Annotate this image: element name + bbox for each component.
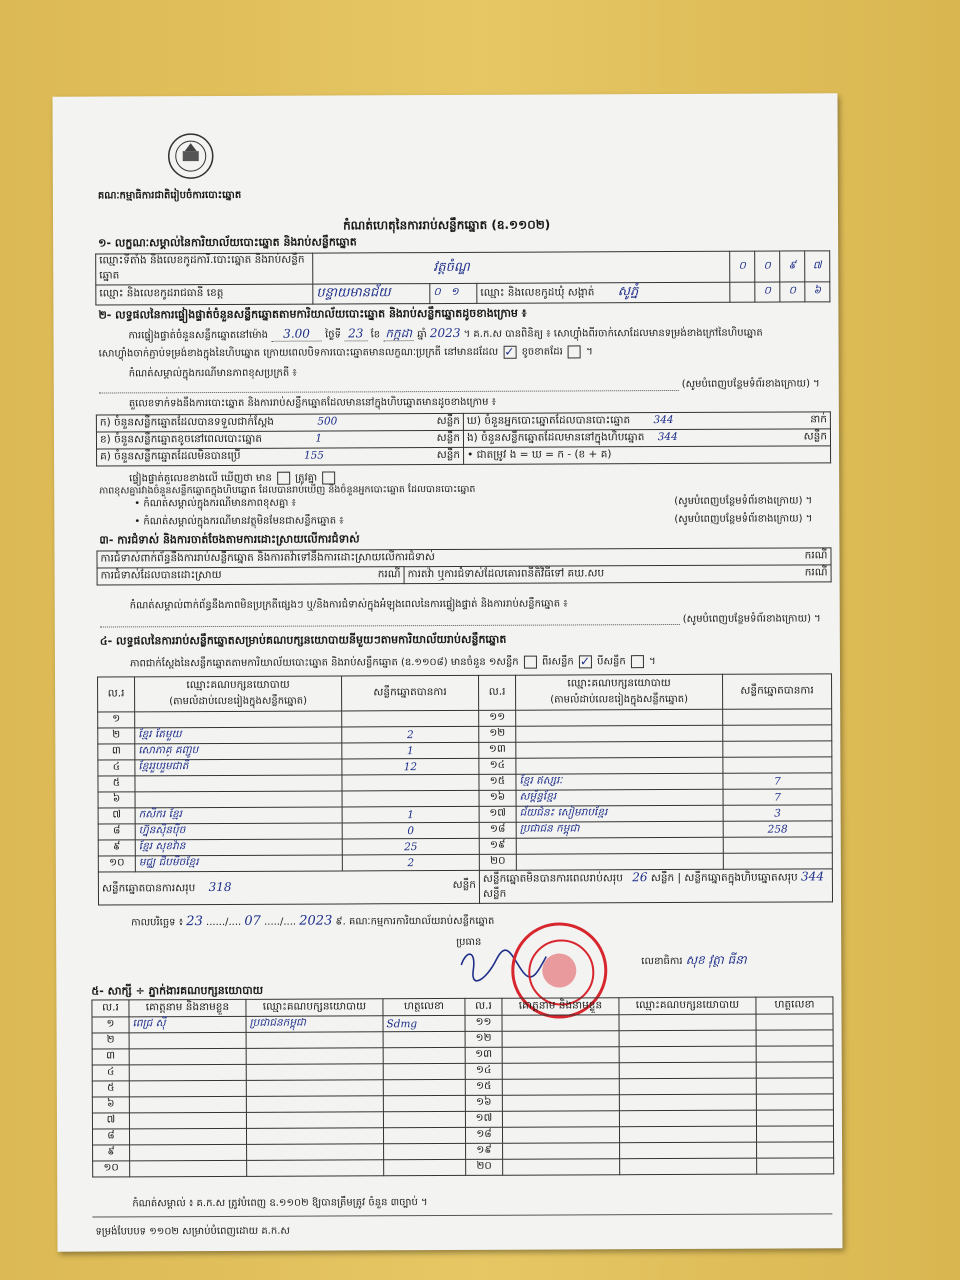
total-box-value: 344	[801, 869, 824, 884]
time-value: 3.00	[271, 327, 322, 342]
month-value: កក្កដា	[383, 326, 414, 341]
col-votes-left: សន្លឹកឆ្នោតបានការ	[342, 675, 479, 711]
witness-no: ១១	[465, 1015, 502, 1031]
witness-signature	[756, 1046, 833, 1062]
org-name: គណៈកម្មាធិការជាតិរៀបចំការបោះឆ្នោត	[97, 189, 242, 202]
figures-intro: តួលេខទាក់ទងនឹងការបោះឆ្នោត និងការរាប់សន្លឹកឆ្នោតដែលមាននៅក្នុងហិបឆ្នោតមានដូចខាងក្រោម ៖	[128, 396, 497, 410]
party-votes: 25	[342, 838, 479, 855]
witness-no: ៥	[92, 1081, 129, 1097]
party-name: ខ្មែរ ឥស្សរៈ	[516, 773, 723, 790]
party-votes	[723, 741, 832, 757]
witness-name	[502, 1015, 619, 1032]
party-votes	[342, 790, 479, 807]
diff-note-bullet: • កំណត់សម្គាល់ក្នុងករណីមានភាពខុសគ្នា ៖	[134, 497, 296, 510]
witness-name	[129, 1032, 246, 1049]
party-votes	[342, 774, 479, 791]
witness-party	[246, 1064, 383, 1081]
witness-signature: Sdmg	[383, 1015, 465, 1031]
witness-no: ២០	[466, 1159, 503, 1175]
witness-name: ពេជ្រ ស៊ី	[129, 1016, 246, 1033]
object-note-bullet: • កំណត់សម្គាល់ក្នុងករណីមានវត្ថុមិនមែនជាសន្លឹកឆ្នោត ៖	[134, 515, 344, 528]
complaint-note: កំណត់សម្គាល់ពាក់ព័ន្ធនឹងភាពមិនប្រក្រតីផ្សេងៗ ឬ/និងការជំទាស់ក្នុងអំឡុងពេលនៃការផ្ទៀងផ្ទាត់ និងការរាប់សន្លឹកឆ្នោត ៖	[129, 598, 568, 612]
witness-party	[619, 1094, 756, 1111]
party-name: ខ្មែរ សុខវ៉ាន	[135, 839, 342, 856]
party-name	[135, 791, 342, 808]
party-no: ៥	[98, 776, 135, 792]
witness-party	[246, 1080, 383, 1097]
witness-no: ៩	[93, 1145, 130, 1161]
witness-signature	[383, 1047, 465, 1063]
section1-table	[95, 250, 830, 305]
witness-signature	[383, 1031, 465, 1047]
witness-no: ៤	[92, 1065, 129, 1081]
formula-text: • ជាតម្រូវ ង = ឃ = ក - (ខ + គ)	[464, 446, 831, 465]
in-box-label: ង) ចំនួនសន្លឹកឆ្នោតដែលមាននៅក្នុងហិបឆ្នោត	[466, 430, 645, 444]
party-no: ៣	[98, 744, 135, 760]
party-name: សោភាគ្ គញ្ជូប	[135, 743, 342, 760]
party-no: ១៦	[479, 790, 516, 806]
results-table: ល.រ ឈ្មោះគណបក្សនយោបាយ (តាមលំដាប់លេខរៀងក្នុងសន្លឹកឆ្នោត) សន្លឹកឆ្នោតបានការ ល.រ ឈ្មោះគណបក្សនយោបាយ (តាមលំដាប់លេខរៀងក្នុងសន្លឹកឆ្នោត) សន្លឹកឆ្នោតបានការ ១ ១១ ២ ខ្មែរ តែមួយ 2 ១២ ៣ សោភាគ្ គញ្ជូប 1 ១៣ ៤ ខ្មែររួបរួមជាតិ 12 ១៤ ៥ ១៥ ខ្មែរ ឥស្សរៈ 7 ៦ ១៦ សម្ព័ន្ធខ្មែរ 7 ៧ កសិករ ខ្មែរ 1 ១៧ ជ័យជំនះ សៀមរាបខ្មែរ 3 ៨ ហ្វ៊ុនស៊ិនប៉ិច 0 ១៨ ប្រជាជន កម្ពុជា 258 ៩ ខ្មែរ សុខវ៉ាន 25 ១៩ ១០ មជ្ឈ ជិបមិចខ្មែរ 2 ២០ សន្លឹកឆ្នោតបានការសរុប 318 សន្លឹក សន្លឹកឆ្នោតមិនបានការពេលរាប់សរុប 26 សន្លឹក | សន្លឹកឆ្នោតក្នុងហិបឆ្នោតសរុប 344 សន្លឹក	[97, 673, 833, 905]
figures-table: ក) ចំនួនសន្លឹកឆ្នោតដែលបានទទួលជាក់ស្តែង 500 សន្លឹក ឃ) ចំនួនអ្នកបោះឆ្នោតដែលបានបោះឆ្នោត 344 នាក់ ខ) ចំនួនសន្លឹកឆ្នោតខូចនៅពេលបោះឆ្នោត 1 សន្លឹក ង) ចំនួនសន្លឹកឆ្នោតដែលមាននៅក្នុងហិបឆ្នោត 344 សន្លឹក គ) ចំនួនសន្លឹកឆ្នោតដែលមិនបានប្រើ 155 សន្លឹក • ជាតម្រូវ ង = ឃ = ក - (ខ + គ)	[96, 411, 831, 466]
note-dotline	[99, 390, 679, 394]
party-no: ១០	[98, 856, 135, 872]
commune-code-2: ០	[780, 282, 805, 302]
witness-col-party-right: ឈ្មោះគណបក្សនយោបាយ	[619, 997, 756, 1015]
witness-signature	[756, 1062, 833, 1078]
location-code-3: ៩	[780, 251, 805, 282]
witness-signature	[756, 1094, 833, 1110]
two-sheets-checkbox[interactable]: ✓	[579, 653, 591, 668]
appeal-label: ការតវ៉ា ឬការជំទាស់ដែលគោរពនីតិវិធីទៅ គឃ.សប	[407, 566, 605, 580]
party-name	[516, 709, 723, 726]
province-code-1: ០	[433, 286, 441, 299]
complaints-table: ការជំទាស់ពាក់ព័ន្ធនឹងការរាប់សន្លឹកឆ្នោត និងការតវ៉ាទៅនឹងការដោះស្រាយលើការជំទាស់ ករណី ការជំទាស់ដែលបានដោះស្រាយ ករណី ការតវ៉ា ឬការជំទាស់ដែលគោរពនីតិវិធីទៅ គឃ.សប ករណី	[96, 547, 831, 585]
party-votes	[723, 837, 832, 853]
total-invalid-value: 26	[632, 870, 648, 885]
party-name	[516, 837, 723, 854]
witness-signature	[756, 1030, 833, 1046]
party-no: ១	[98, 712, 135, 728]
party-votes	[342, 710, 479, 727]
witness-no: ១២	[465, 1031, 502, 1047]
party-no: ១៤	[479, 758, 516, 774]
witness-party	[619, 1078, 756, 1095]
party-name	[135, 775, 342, 792]
witness-name	[502, 1095, 619, 1112]
party-votes	[723, 757, 832, 773]
section4-title: ៤- លទ្ធផលនៃការរាប់សន្លឹកឆ្នោតសម្រាប់គណបក្សនយោបាយនីមួយៗតាមការិយាល័យរាប់សន្លឹកឆ្នោត	[99, 632, 507, 648]
witness-no: ១៧	[465, 1111, 502, 1127]
party-no: ១៥	[479, 774, 516, 790]
party-no: ៧	[98, 808, 135, 824]
witness-no: ៦	[92, 1097, 129, 1113]
col-no-right: ល.រ	[479, 675, 516, 710]
party-no: ១៣	[479, 742, 516, 758]
witness-party	[246, 1096, 383, 1113]
signing-date-line: កាលបរិច្ឆេទ ៖ 23 ....../.... 07 ...../.... 2023 ៩. គណៈកម្មការការិយាល័យរាប់សន្លឹកឆ្នោត	[131, 913, 495, 930]
province-code-2: ១	[450, 285, 459, 298]
irregularity-note-label: កំណត់សម្គាល់ក្នុងករណីមានភាពខុសប្រក្រតី ៖	[128, 367, 297, 380]
witness-name	[129, 1128, 246, 1145]
witness-name	[503, 1159, 620, 1176]
witness-no: ៨	[92, 1129, 129, 1145]
witness-col-party-left: ឈ្មោះគណបក្សនយោបាយ	[246, 999, 383, 1017]
witness-name	[129, 1064, 246, 1081]
witness-name	[129, 1080, 246, 1097]
party-no: ៨	[98, 824, 135, 840]
spoiled-label: ខ) ចំនួនសន្លឹកឆ្នោតខូចនៅពេលបោះឆ្នោត	[99, 432, 263, 446]
witness-no: ៧	[92, 1113, 129, 1129]
witness-party: ប្រជាជនកម្ពុជា	[246, 1016, 383, 1033]
witness-signature	[383, 1079, 465, 1095]
received-label: ក) ចំនួនសន្លឹកឆ្នោតដែលបានទទួលជាក់ស្តែង	[99, 415, 274, 429]
party-votes: 2	[342, 726, 479, 743]
witness-signature	[757, 1158, 834, 1174]
party-name: ជ័យជំនះ សៀមរាបខ្មែរ	[516, 805, 723, 822]
party-name: មជ្ឈ ជិបមិចខ្មែរ	[135, 855, 342, 872]
commune-code-3: ៦	[805, 282, 830, 302]
witness-party	[619, 1014, 756, 1031]
party-no: ៤	[98, 760, 135, 776]
location-code-1: ០	[730, 251, 755, 282]
witness-signature	[383, 1095, 465, 1111]
resolved-label: ការជំទាស់ដែលបានដោះស្រាយ	[100, 568, 222, 582]
commune-code-1: ០	[755, 282, 780, 302]
witness-party	[619, 1110, 756, 1127]
witness-no: ១៣	[465, 1047, 502, 1063]
complaints-label: ការជំទាស់ពាក់ព័ន្ធនឹងការរាប់សន្លឹកឆ្នោត និងការតវ៉ាទៅនឹងការដោះស្រាយលើការជំទាស់	[100, 550, 435, 565]
witness-name	[129, 1112, 246, 1129]
col-no-left: ល.រ	[98, 677, 135, 712]
party-no: ១១	[479, 710, 516, 726]
province-value: បន្ទាយមានជ័យ	[313, 284, 430, 305]
in-box-value: 344	[657, 430, 678, 443]
date-year: 2023	[299, 913, 333, 929]
party-name: កសិករ ខ្មែរ	[135, 807, 342, 824]
party-votes: 7	[723, 773, 832, 789]
witness-name	[130, 1160, 247, 1177]
party-name: ខ្មែរ តែមួយ	[135, 727, 342, 744]
location-code-4: ៧	[805, 251, 830, 282]
form-footer: ទម្រង់បែបបទ ១១០២ សម្រាប់បំពេញដោយ គ.ក.ស	[95, 1225, 290, 1238]
party-no: ២០	[479, 854, 516, 870]
party-votes: 258	[723, 821, 832, 837]
lock-check-line: សោហ្វ៉ាំងចាក់ភ្ជាប់ទម្រង់ខាងក្នុងនៃហិបឆ្នោត ក្រោយពេលបិទការបោះឆ្នោតមានលក្ខណៈប្រក្រតី នៅមានដដែល ✓ ខូចខាតដែរ ។	[98, 344, 593, 360]
section5-title: ៥- សាក្សី ÷ ភ្នាក់ងារគណបក្សនយោបាយ	[91, 983, 264, 998]
witness-signature	[756, 1078, 833, 1094]
date-day: 23	[186, 914, 203, 930]
witness-signature	[756, 1014, 833, 1030]
one-sheet-checkbox[interactable]	[524, 655, 537, 668]
witness-col-sign-left: ហត្ថលេខា	[383, 998, 465, 1015]
witness-signature	[756, 1110, 833, 1126]
date-month: 07	[244, 913, 261, 929]
witness-party	[620, 1142, 757, 1159]
party-name: ហ្វ៊ុនស៊ិនប៉ិច	[135, 823, 342, 840]
witness-signature	[757, 1142, 834, 1158]
commune-label: ឈ្មោះ និងលេខកូដឃុំ សង្កាត់	[480, 286, 595, 299]
result-sheets-line: ភាពជាក់ស្តែងនៃសន្លឹកឆ្នោតតាមការិយាល័យបោះឆ្នោត និងរាប់សន្លឹកឆ្នោត (ឧ.១១០៨) មានចំនួន ១សន្លឹក ពីរសន្លឹក ✓ បីសន្លឹក ។	[129, 653, 656, 670]
witness-no: ១៩	[466, 1143, 503, 1159]
day-value: 23	[344, 326, 367, 341]
witness-no: ៣	[92, 1049, 129, 1065]
witness-name	[502, 1127, 619, 1144]
party-votes: 12	[342, 758, 479, 775]
witness-no: ១៨	[465, 1127, 502, 1143]
nec-emblem-icon	[163, 131, 219, 181]
unused-label: គ) ចំនួនសន្លឹកឆ្នោតដែលមិនបានប្រើ	[100, 449, 241, 463]
verification-line: ការផ្ទៀងផ្ទាត់ចំនួនសន្លឹកឆ្នោតនៅម៉ោង 3.00 ថ្ងៃទី 23 ខែ កក្កដា ឆ្នាំ 2023 ។ គ.ក.ស បានពិនិត្យ ៖ សោហ្វ៉ាំងពីរចាក់សោដែលមានទម្រង់ខាងក្រៅនៃហិបឆ្នោត	[128, 325, 763, 342]
unused-value: 155	[303, 449, 324, 462]
results-body	[98, 709, 833, 872]
footer-divider	[92, 1213, 832, 1217]
witness-signature	[383, 1063, 465, 1079]
witness-party	[246, 1032, 383, 1049]
section3-title: ៣- ការជំទាស់ និងការចាត់ចែងតាមការដោះស្រាយលើការជំទាស់	[99, 532, 360, 547]
witness-signature	[384, 1143, 466, 1159]
party-votes	[723, 709, 832, 725]
location-value: វត្តចំណ្ឌ	[313, 251, 730, 284]
witness-name	[502, 1047, 619, 1064]
party-no: ២	[98, 728, 135, 744]
witness-party	[619, 1046, 756, 1063]
received-value: 500	[317, 414, 338, 428]
total-invalid-label: សន្លឹកឆ្នោតមិនបានការពេលរាប់សរុប	[482, 872, 623, 885]
party-votes: 1	[342, 806, 479, 823]
witness-name	[502, 1063, 619, 1080]
difference-checkbox[interactable]	[322, 471, 335, 484]
party-name: ខ្មែររួបរួមជាតិ	[135, 759, 342, 776]
witness-party	[246, 1112, 383, 1129]
col-party-left: ឈ្មោះគណបក្សនយោបាយ	[186, 678, 290, 692]
col-votes-right: សន្លឹកឆ្នោតបានការ	[723, 674, 832, 709]
witness-col-name-left: គោត្តនាម និងនាមខ្លួន	[129, 999, 246, 1017]
witness-party	[620, 1158, 757, 1175]
party-name	[516, 757, 723, 774]
total-box-label: សន្លឹកឆ្នោតក្នុងហិបឆ្នោតសរុប	[684, 871, 798, 884]
witness-party	[619, 1062, 756, 1079]
secretary-name: សុខ វុត្ថា ធីនា	[685, 952, 747, 967]
witness-party	[247, 1160, 384, 1177]
party-name: សម្ព័ន្ធខ្មែរ	[516, 789, 723, 806]
location-label: ឈ្មោះទីតាំង និងលេខកូដការិ.បោះឆ្នោត និងរាប់សន្លឹកឆ្នោត	[96, 253, 313, 285]
secretary-line: លេខាធិការ សុខ វុត្ថា ធីនា	[641, 952, 747, 968]
party-votes: 7	[723, 789, 832, 805]
witness-signature	[383, 1127, 465, 1143]
total-valid-label: សន្លឹកឆ្នោតបានការសរុប	[101, 881, 196, 895]
diff-note-hint: (សូមបំពេញបន្ថែមទំព័រខាងក្រោយ) ។	[674, 495, 813, 508]
witness-party	[619, 1030, 756, 1047]
section1-title: ១- លក្ខណៈសម្គាល់នៃការិយាល័យបោះឆ្នោត និងរាប់សន្លឹកឆ្នោត	[98, 235, 357, 250]
party-name: ប្រជាជន កម្ពុជា	[516, 821, 723, 838]
object-note-hint: (សូមបំពេញបន្ថែមទំព័រខាងក្រោយ) ។	[674, 513, 813, 526]
col-party-right: ឈ្មោះគណបក្សនយោបាយ	[567, 677, 671, 690]
party-name	[516, 741, 723, 758]
witness-no: ១៦	[465, 1095, 502, 1111]
section2-title: ២- លទ្ធផលនៃការផ្ទៀងផ្ទាត់ចំនួនសន្លឹកឆ្នោតតាមការិយាល័យបោះឆ្នោត និងរាប់សន្លឹកឆ្នោតដូចខាងក្រោម ៖	[98, 306, 527, 322]
consistency-line: ផ្ទៀងផ្ទាត់តួលេខខាងលើ ឃើញថា មាន ត្រូវគ្នា	[129, 470, 337, 486]
party-no: ៩	[98, 840, 135, 856]
witness-no: ១៤	[465, 1063, 502, 1079]
witness-party	[247, 1144, 384, 1161]
commune-value: សូភ្នំ	[617, 284, 639, 300]
witness-no: ២	[92, 1033, 129, 1049]
witness-name	[502, 1079, 619, 1096]
province-label: ឈ្មោះ និងលេខកូដរាជធានី ខេត្ត	[96, 284, 313, 305]
witness-no: ១៥	[465, 1079, 502, 1095]
witness-body	[92, 1014, 834, 1177]
witness-name	[502, 1111, 619, 1128]
witness-name	[129, 1048, 246, 1065]
witness-name	[503, 1143, 620, 1160]
witness-signature	[384, 1159, 466, 1175]
witness-no: ១០	[93, 1161, 130, 1177]
witness-signature	[756, 1126, 833, 1142]
table-row	[93, 1158, 834, 1177]
party-no: ១៨	[479, 822, 516, 838]
party-name	[516, 853, 723, 870]
location-code-2: ០	[755, 251, 780, 282]
year-value: 2023	[429, 325, 461, 341]
witness-footnote: កំណត់សម្គាល់ ៖ គ.ក.ស ត្រូវបំពេញ ឧ.១១០២ ឱ្យបានត្រឹមត្រូវ ចំនួន ៣ច្បាប់ ។	[132, 1197, 428, 1210]
party-no: ៦	[98, 792, 135, 808]
witness-party	[246, 1128, 383, 1145]
voters-value: 344	[653, 413, 674, 426]
match-checkbox[interactable]	[277, 471, 290, 484]
witness-col-name-right: គោត្តនាម និងនាមខ្លួន	[502, 998, 619, 1016]
party-votes: 3	[723, 805, 832, 821]
damaged-checkbox[interactable]	[568, 345, 581, 358]
witness-party	[619, 1126, 756, 1143]
witness-name	[129, 1096, 246, 1113]
party-votes	[723, 853, 832, 869]
party-votes: 1	[342, 742, 479, 759]
intact-checkbox[interactable]: ✓	[504, 344, 515, 359]
witness-name	[502, 1031, 619, 1048]
voters-label: ឃ) ចំនួនអ្នកបោះឆ្នោតដែលបានបោះឆ្នោត	[466, 413, 631, 427]
witness-no: ១	[92, 1017, 129, 1033]
witness-col-no-right: ល.រ	[465, 998, 502, 1015]
party-name	[135, 711, 342, 728]
witness-signature	[383, 1111, 465, 1127]
election-form-sheet	[52, 93, 842, 1251]
form-title: កំណត់ហេតុនៃការរាប់សន្លឹកឆ្នោត (ឧ.១១០២)	[343, 217, 551, 233]
total-valid-value: 318	[208, 879, 232, 894]
party-votes	[723, 725, 832, 741]
difference-text: ភាពខុសគ្នារវាងចំនួនសន្លឹកឆ្នោតក្នុងហិបឆ្នោត ដែលបានរាប់ឃើញ និងចំនួនអ្នកបោះឆ្នោត ដែលបានបោះឆ្នោត	[99, 483, 476, 497]
party-name	[516, 725, 723, 742]
spoiled-value: 1	[315, 432, 323, 445]
party-votes: 0	[342, 822, 479, 839]
complaint-hint: (សូមបំពេញបន្ថែមទំព័រខាងក្រោយ) ។	[682, 613, 821, 625]
witness-col-no-left: ល.រ	[92, 1000, 129, 1017]
witness-name	[130, 1144, 247, 1161]
witness-table	[91, 996, 834, 1177]
party-votes: 2	[342, 854, 479, 871]
note-hint: (សូមបំពេញបន្ថែមទំព័រខាងក្រោយ) ។	[681, 378, 820, 390]
witness-col-sign-right: ហត្ថលេខា	[756, 997, 833, 1014]
party-no: ១៩	[479, 838, 516, 854]
party-no: ១៧	[479, 806, 516, 822]
witness-party	[246, 1048, 383, 1065]
three-sheets-checkbox[interactable]	[631, 655, 644, 668]
party-no: ១២	[479, 726, 516, 742]
chair-label: ប្រធាន	[456, 936, 482, 948]
